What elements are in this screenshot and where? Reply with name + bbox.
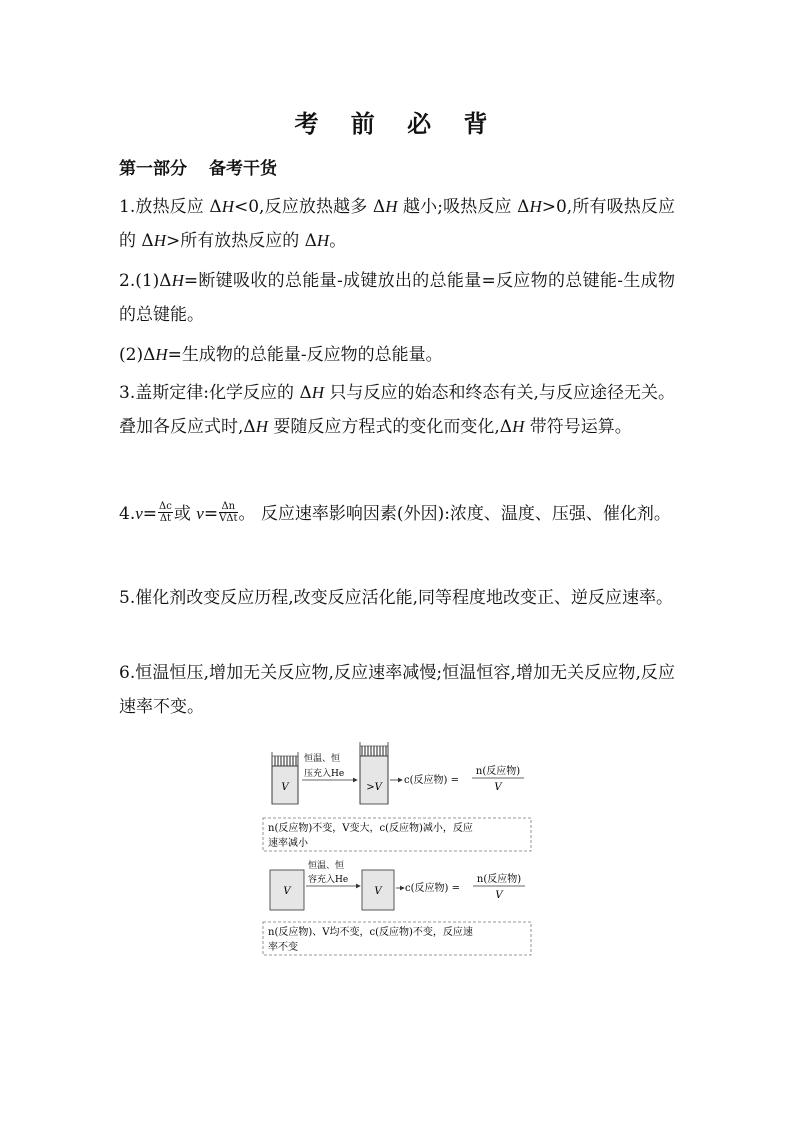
fraction-denominator: V bbox=[495, 890, 503, 901]
volume-label: >V bbox=[366, 782, 382, 793]
piston-hatch bbox=[272, 756, 298, 766]
constant-pressure-diagram bbox=[263, 742, 531, 851]
item-3: 3.盖斯定律:化学反应的 ΔH 只与反应的始态和终态有关,与反应途径无关。叠加各反应式时,ΔH 要随反应方程式的变化而变化,ΔH 带符号运算。 bbox=[119, 383, 675, 437]
fraction-numerator: n(反应物) bbox=[476, 874, 522, 885]
arrow-label-2: 容充入He bbox=[308, 875, 349, 885]
constant-volume-diagram bbox=[263, 859, 531, 955]
item-5: 5.催化剂改变反应历程,改变反应活化能,同等程度地改变正、逆反应速率。 bbox=[119, 588, 674, 608]
arrow-label-1: 恒温、恒 bbox=[308, 861, 345, 871]
page-title: 考 前 必 背 bbox=[294, 109, 500, 138]
note-line-2: 率不变 bbox=[268, 942, 298, 953]
volume-label: V bbox=[281, 782, 289, 793]
section-part: 第一部分 bbox=[119, 159, 187, 179]
concentration-expr: c(反应物) = bbox=[404, 775, 459, 786]
fraction-numerator: n(反应物) bbox=[475, 766, 521, 777]
note-line-1: n(反应物)不变，V变大，c(反应物)减小，反应 bbox=[268, 823, 473, 834]
reaction-rate-diagram bbox=[262, 740, 534, 960]
item-1: 1.放热反应 ΔH<0,反应放热越多 ΔH 越小;吸热反应 ΔH>0,所有吸热反应的 ΔH>所有放热反应的 ΔH。 bbox=[119, 197, 676, 251]
fraction-rate-c: $\frac{\Delta c}{\Delta t}$ bbox=[159, 501, 172, 524]
volume-label: V bbox=[283, 886, 291, 897]
piston-hatch bbox=[360, 746, 388, 756]
fraction-denominator: V bbox=[494, 782, 502, 793]
section-heading bbox=[119, 154, 277, 179]
concentration-expr: c(反应物) = bbox=[405, 883, 460, 894]
note-line-2: 速率减小 bbox=[268, 838, 308, 849]
arrow-label-1: 恒温、恒 bbox=[304, 754, 341, 764]
item-2b: (2)ΔH=生成物的总能量-反应物的总能量。 bbox=[119, 345, 443, 365]
arrow-label-2: 压充入He bbox=[304, 769, 345, 779]
section-name: 备考干货 bbox=[209, 159, 277, 179]
fraction-rate-n: $\frac{\Delta n}{\text{VΔt}}$ bbox=[219, 501, 238, 524]
item-2: 2.(1)ΔH=断键吸收的总能量-成键放出的总能量=反应物的总键能-生成物的总键能。 bbox=[119, 271, 675, 325]
volume-label: V bbox=[374, 886, 382, 897]
item-6: 6.恒温恒压,增加无关反应物,反应速率减慢;恒温恒容,增加无关反应物,反应速率不变。 bbox=[119, 663, 675, 717]
note-line-1: n(反应物)、V均不变，c(反应物)不变，反应速 bbox=[268, 927, 473, 938]
item-4: 4.v= $\frac{\Delta c}{\Delta t}$ 或 v= $\frac{\Delta n}{\text{VΔt}}$ 。 反应速率影响因素(外因):浓度、温度、压强、催化剂。 bbox=[119, 501, 671, 524]
container-box bbox=[360, 756, 388, 804]
